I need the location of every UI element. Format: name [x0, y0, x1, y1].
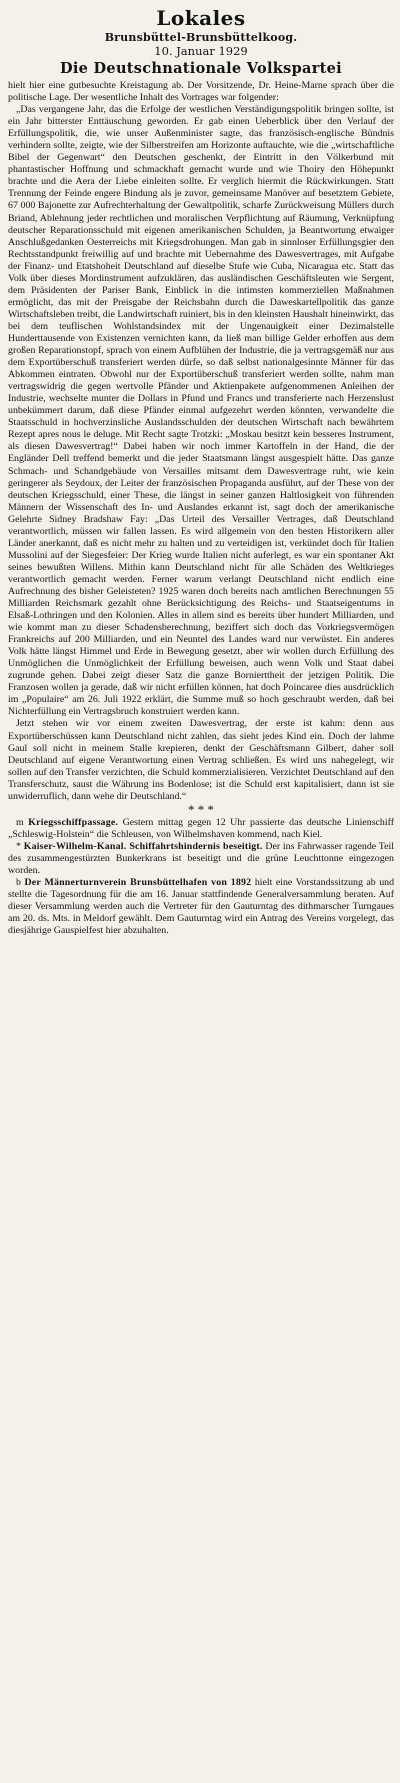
article-paragraph: „Das vergangene Jahr, das die Erfolge der westlichen Verständigungspolitik bringen sollte, ist ein Jahr bitterster Enttäuschung geworden. Er gab einen Ueberblick über den Verlauf der Erfüllungspolitik, die, wie unser Außenminister sagte, das französisch-englische Bündnis verhindern sollte, zeigte, wie der Silberstreifen am Horizonte auftauchte, wie die „wirtschaftliche Bibel der Gegenwart“ den Deutschen geschenkt, der Eintritt in den Völkerbund mit phantastischer Hoffnung und schmackhaft gemacht wurde und wie Thoiry den Höhepunkt brachte und die Aera der Liebe einleiten sollte. Er verglich hiermit die Rückwirkungen. Statt Trennung der Feinde engere Bindung als je zuvor, gemeinsame Manöver auf besetztem Gebiete, 67 000 Bajonette zur Aufrechterhaltung der Gewaltpolitik, scharfe Zurückweisung Müllers durch Briand, Ablehnung jeder rechtlichen und moralischen Verpflichtung auf Räumung, Verknüpfung deutscher Reparationsschuld mit eigenen amerikanischen Schulden, ja Beantwortung etwaiger Anschlußgedanken Oesterreichs mit Kriegsdrohungen. Man gab in sinnloser Erfüllungsgier den Rechtsstandpunkt freiwillig auf und brachte mit Uebernahme des Dawesvertrages, mit Aufgabe der Finanz- und Etatshoheit Deutschland auf dieselbe Stufe wie Cuba, Nicaragua etc. Statt das Volk über dieses Mordinstrument aufzuklären, das ausländischen Geschäftsleuten wie Sergent, dem Präsidenten der Pariser Bank, Einblick in die intimsten kommerziellen Maßnahmen ermöglicht, das mit der Preisgabe der Reichsbahn durch die Daweskartellpolitik das ganze Wirtschaftsleben treibt, die Landwirtschaft ruiniert, bis in den kleinsten Haushalt hineinwirkt, das bei dem teuflischen Wohlstandsindex mit der Ungenauigkeit einer Dezimalstelle Hunderttausende von Existenzen vernichten kann, da ließ man billige Gelder erhoffen aus dem großen Reparationstopf, sprach von einem Aufblühen der Industrie, die ja vertragsgemäß nur aus dem Exportüberschuß transferiert werden dürfe, so daß selbst nationalgesinnte Männer für das Abkommen eintraten. Obwohl nur der Exportüberschuß transferiert werden sollte, nahm man vertragswidrig die gegen wertvolle Pfänder und Aktienpakete aufgenommenen Anleihen der Industrie, wechselte munter die Dollars in Pfund und Francs und transferierte nach Herzenslust unbekümmert darum, daß diese Pfänder einmal aufgezehrt werden könnten, verwandelte die Staatsschuld in hochverzinsliche Auslandsschulden der deutschen Wirtschaft nach bewährtem Rezept apres nous le deluge. Mit Recht sagte Trotzki: „Moskau besitzt kein besseres Instrument, als diesen Dawesvertrag!“ Dabei haben wir noch immer Kartoffeln in der Hand, die der Engländer Dell treffend bemerkt und die jeder Staatsmann längst ausgespielt hätte. Das ganze Schmach- und Schandgebäude von Versailles mitsamt dem Dawesvertrage ruht, wie kein geringerer als Seydoux, der Leiter der französischen Propaganda ausführt, auf der These von der deutschen Kriegsschuld, einer These, die längst in seiner ganzen Haltlosigkeit von führenden Männern der Wissenschaft des In- und Auslandes erkannt ist, sagt doch der amerikanische Gelehrte Sidney Bradshaw Fay: „Das Urteil des Versailler Vertrages, daß Deutschland verantwortlich, müssen wir fallen lassen. Es wird allgemein von den besten Historikern aller Länder anerkannt, daß es nicht mehr zu halten und zu verteidigen ist, verkündet doch für Italien Mussolini auf der Siegesfeier: Der Krieg wurde Italien nicht auferlegt, es war ein spontaner Akt seines bewußten Willens. Mithin kann Deutschland nicht für alle Schäden des Weltkrieges verantwortlich gemacht werden. Ferner warum verlangt Deutschland nicht endlich eine Aufrechnung des bisher Geleisteten? 1925 waren doch bereits nach amtlichen Berechnungen 55 Milliarden Reichsmark gezahlt ohne Berücksichtigung des Reichs- und Staatseigentums in Elsaß-Lothringen und den Kolonien. Alles in allem sind es bereits über hundert Milliarden, und wie kommt man zu dieser Schadensberechnung, beziffert sich doch das Vorkriegsvermögen Frankreichs auf 200 Milliarden, und ein Neuntel des Landes ward nur verwüstet. Ein anderes Volk hätte längst Himmel und Erde in Bewegung gesetzt, aber wir wollen durch Erfüllung des Unmöglichen die Unmöglichkeit der Erfüllung beweisen, auch wenn Volk und Staat dabei zugrunde gehen. Dabei zeigt dieser Satz die ganze Bornierttheit der jetzigen Politik. Die Franzosen wollen ja gerade, daß wir nicht erfüllen können, hat doch Poincaree dies ausdrücklich im „Populaire“ am 26. Juli 1922 erklärt, die Summe muß so hoch geschraubt werden, daß bei Nichterfüllung ein Vertragsbruch konstruiert werden kann.: [8, 104, 394, 718]
news-item-keyword: Kriegsschiffpassage.: [28, 816, 119, 828]
news-item: [8, 817, 394, 841]
news-item: [8, 841, 394, 877]
article-headline: Die Deutschnationale Volkspartei: [60, 60, 342, 77]
news-item-text: Der ins Fahrwasser ragende Teil des zusammengestürzten Bunkerkrans ist beseitigt und die grüne Leuchttonne eingezogen worden.: [8, 840, 394, 876]
news-item: [8, 877, 394, 937]
news-item-keyword: Kaiser-Wilhelm-Kanal. Schiffahrtshindernis beseitigt.: [23, 840, 263, 852]
news-item-text: hielt eine Vorstandssitzung ab und stellte die Tagesordnung für die am 16. Januar stattfindende Generalversammlung beraten. Auf dieser Versammlung werden auch die Vertreter für den Gauturntag des dithmarscher Turngaues am 20. ds. Mts. in Meldorf gewählt. Dem Gauturntag wird ein Antrag des Vereins vorgelegt, das diesjährige Gauspielfest hier abzuhalten.: [8, 877, 395, 937]
article-body: [8, 80, 394, 937]
article-paragraph: Jetzt stehen wir vor einem zweiten Dawesvertrag, der erste ist kahm: denn aus Exportüberschüssen kann Deutschland nicht zahlen, das sieht jedes Kind ein. Doch der lahme Gaul soll nicht in meinem Stalle krepieren, denkt der Geschäftsmann Gilbert, daher soll Deutschland auf eigene Verantwortung einen Vertrag schließen. Es wird uns nahegelegt, wir sollen auf den Transfer verzichten, die Schuld kommerzialisieren. Verzichtet Deutschland auf den Transferschutz, saust die Währung ins Bodenlose; ist die Schuld erst kapitalisiert, dann ist sie unwiderruflich, dann wehe dir Deutschland.“: [8, 718, 394, 802]
news-item-text: Gestern mittag gegen 12 Uhr passierte das deutsche Linienschiff „Schleswig-Holstein“ die Schleusen, von Wilhelmshaven kommend, nach Kiel.: [8, 816, 394, 840]
section-title: Lokales: [156, 6, 246, 30]
news-item-prefix: b: [16, 877, 21, 889]
dateline-date: 10. Januar 1929: [154, 44, 248, 58]
news-item-keyword: Der Männerturnverein Brunsbüttelhafen von 1892: [24, 877, 252, 889]
separator-stars: * * *: [188, 801, 214, 817]
dateline-place: Brunsbüttel-Brunsbüttelkoog.: [104, 31, 298, 44]
news-item-prefix: m: [16, 816, 24, 828]
news-item-prefix: *: [16, 840, 21, 852]
article-paragraph: hielt hier eine gutbesuchte Kreistagung ab. Der Vorsitzende, Dr. Heine-Marne sprach über die politische Lage. Der wesentliche Inhalt des Vortrages war folgender:: [8, 80, 394, 104]
